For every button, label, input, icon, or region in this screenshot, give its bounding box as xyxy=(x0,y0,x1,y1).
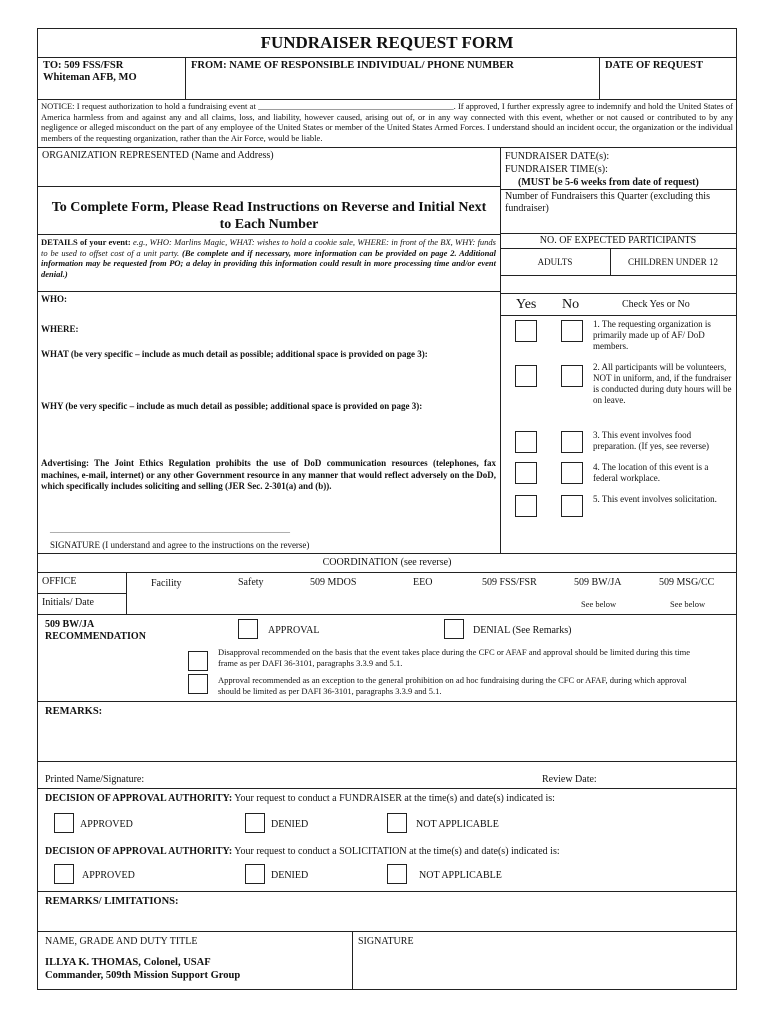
decision-solicitation-lead: DECISION OF APPROVAL AUTHORITY: xyxy=(45,846,233,857)
yes-column-label: Yes xyxy=(516,297,537,312)
approval-authority-name xyxy=(45,956,240,982)
printed-name-signature-label: Printed Name/Signature: xyxy=(45,774,145,785)
initials-date-label: Initials/ Date xyxy=(42,597,94,608)
fundraiser-na-label: NOT APPLICABLE xyxy=(416,819,499,830)
see-below-cc: See below xyxy=(670,599,706,609)
fundraiser-dates xyxy=(505,150,609,176)
fundraiser-na-checkbox[interactable] xyxy=(387,813,407,833)
solicitation-na-checkbox[interactable] xyxy=(387,864,407,884)
authority-title: Commander, 509th Mission Support Group xyxy=(45,970,241,981)
review-date-label: Review Date: xyxy=(542,774,597,785)
fundraiser-date-label: FUNDRAISER DATE(s): xyxy=(505,151,610,162)
checklist-item-2: 2. All participants will be volunteers, NOT in uniform, and, if the fundraiser is conducted during duty hours will be on leave. xyxy=(593,362,732,405)
see-below-ja: See below xyxy=(581,599,617,609)
recommendation-label-line1: 509 BW/JA xyxy=(45,619,95,630)
recommend-denial-checkbox[interactable] xyxy=(444,619,464,639)
checklist-item-5: 5. This event involves solicitation. xyxy=(593,494,717,504)
solicitation-denied-checkbox[interactable] xyxy=(245,864,265,884)
to-field xyxy=(43,60,137,84)
instructions-heading: To Complete Form, Please Read Instructions on Reverse and Initial Next to Each Number xyxy=(51,200,487,232)
organization-label: ORGANIZATION REPRESENTED (Name and Address) xyxy=(42,150,274,161)
signature-line: ____________________________________________________________ xyxy=(50,525,290,534)
what-label: WHAT (be very specific – include as much detail as possible; additional space is provided on page 3): xyxy=(41,349,428,359)
office-509-msg-cc: 509 MSG/CC xyxy=(659,577,715,588)
item5-yes-checkbox[interactable] xyxy=(515,495,537,517)
office-509-fss-fsr: 509 FSS/FSR xyxy=(482,577,537,588)
check-yes-no-label: Check Yes or No xyxy=(622,299,690,310)
item2-no-checkbox[interactable] xyxy=(561,365,583,387)
advertising-notice: Advertising: The Joint Ethics Regulation prohibits the use of DoD communication resources (telephones, fax machines, e-mail, internet) or any other Government resource in any manner that would reflect adversely on the DoD, which specifically includes soliciting and selling (JER Sec. 2-301(a) and (b)). xyxy=(41,458,496,491)
solicitation-approved-checkbox[interactable] xyxy=(54,864,74,884)
office-509-mdos: 509 MDOS xyxy=(310,577,357,588)
quarter-count-label: Number of Fundraisers this Quarter (excluding this fundraiser) xyxy=(505,191,710,214)
office-facility: Facility xyxy=(151,578,182,589)
decision-fundraiser-body: Your request to conduct a FUNDRAISER at the time(s) and date(s) indicated is: xyxy=(232,793,555,804)
must-note: (MUST be 5-6 weeks from date of request) xyxy=(518,177,699,188)
details-note: (Be complete and if necessary, more information can be provided on page 2. Additional information may be requested from PO; a delay in providing this information could result in more processing time and/or event denial.) xyxy=(41,247,496,279)
office-label: OFFICE xyxy=(42,576,77,587)
no-column-label: No xyxy=(562,297,580,312)
office-509-bw-ja: 509 BW/JA xyxy=(574,577,622,588)
item4-yes-checkbox[interactable] xyxy=(515,462,537,484)
solicitation-na-label: NOT APPLICABLE xyxy=(419,870,502,881)
fundraiser-denied-label: DENIED xyxy=(271,819,309,830)
details-lead: DETAILS of your event: xyxy=(41,237,131,247)
details-instructions xyxy=(41,237,496,279)
signature-caption: SIGNATURE (I understand and agree to the instructions on the reverse) xyxy=(50,540,310,550)
item5-no-checkbox[interactable] xyxy=(561,495,583,517)
fundraiser-approved-label: APPROVED xyxy=(80,819,133,830)
item3-yes-checkbox[interactable] xyxy=(515,431,537,453)
solicitation-approved-label: APPROVED xyxy=(82,870,135,881)
item4-no-checkbox[interactable] xyxy=(561,462,583,484)
checklist-item-4: 4. The location of this event is a federal workplace. xyxy=(593,462,709,483)
date-of-request-label: DATE OF REQUEST xyxy=(605,60,704,71)
where-label: WHERE: xyxy=(41,324,79,334)
from-label: FROM: NAME OF RESPONSIBLE INDIVIDUAL/ PHONE NUMBER xyxy=(191,60,514,71)
office-safety: Safety xyxy=(238,577,264,588)
name-grade-title-label: NAME, GRADE AND DUTY TITLE xyxy=(45,936,198,947)
item1-no-checkbox[interactable] xyxy=(561,320,583,342)
solicitation-denied-label: DENIED xyxy=(271,870,309,881)
adults-label: ADULTS xyxy=(537,257,573,267)
decision-fundraiser-lead: DECISION OF APPROVAL AUTHORITY: xyxy=(45,793,233,804)
fundraiser-request-form xyxy=(37,28,737,990)
children-label: CHILDREN UNDER 12 xyxy=(628,257,718,267)
form-title: FUNDRAISER REQUEST FORM xyxy=(260,33,514,52)
recommend-denial-label: DENIAL (See Remarks) xyxy=(473,625,572,636)
details-example: e.g., WHO: Marlins Magic, WHAT: wishes to hold a cookie sale, WHERE: in front of the BX, WHY: funds to be used to offset cost of a unit party. xyxy=(41,237,496,258)
exception-approval-text: Approval recommended as an exception to the general prohibition on ad hoc fundraising during the CFC or AFAF, during which approval should be limited as per DAFI 36-3101, paragraphs 3.3.9 and 5.1. xyxy=(218,675,687,696)
office-eeo: EEO xyxy=(413,577,433,588)
fundraiser-approved-checkbox[interactable] xyxy=(54,813,74,833)
why-label: WHY (be very specific – include as much detail as possible; additional space is provided on page 3): xyxy=(41,401,423,411)
authority-name: ILLYA K. THOMAS, Colonel, USAF xyxy=(45,957,211,968)
decision-solicitation-body: Your request to conduct a SOLICITATION at the time(s) and date(s) indicated is: xyxy=(232,846,560,857)
exception-approval-checkbox[interactable] xyxy=(188,674,208,694)
recommendation-label xyxy=(45,619,146,643)
decision-solicitation-text xyxy=(45,846,560,857)
who-label: WHO: xyxy=(41,294,67,304)
coordination-heading: COORDINATION (see reverse) xyxy=(322,557,452,568)
decision-fundraiser-text xyxy=(45,793,555,804)
to-line1: TO: 509 FSS/FSR xyxy=(43,60,124,71)
item2-yes-checkbox[interactable] xyxy=(515,365,537,387)
recommendation-label-line2: RECOMMENDATION xyxy=(45,631,146,642)
notice-text: NOTICE: I request authorization to hold a fundraising event at ______________________________________________. If approved, I further expressly agree to indemnify and hold the United States of America harmless from and against any and all claims, loss, and liability, however caused, arising out of, or in any way connected with this event, whether or not caused or contributed to by any negligence or alleged misconduct on the part of any employee of the United States or member of the United States Armed Forces. I understand should an incident occur, the organization or the individual members of the requesting organization, rather than the Air Force, would be liable. xyxy=(41,101,733,143)
recommend-approval-checkbox[interactable] xyxy=(238,619,258,639)
fundraiser-denied-checkbox[interactable] xyxy=(245,813,265,833)
remarks-label: REMARKS: xyxy=(45,706,103,717)
to-line2: Whiteman AFB, MO xyxy=(43,72,137,83)
authority-signature-label: SIGNATURE xyxy=(358,936,414,947)
disapproval-text: Disapproval recommended on the basis that the event takes place during the CFC or AFAF and approval should be limited during this time frame as per DAFI 36-3101, paragraphs 3.3.9 and 5.1. xyxy=(218,647,690,668)
disapproval-checkbox[interactable] xyxy=(188,651,208,671)
checklist-item-3: 3. This event involves food preparation. (If yes, see reverse) xyxy=(593,430,709,451)
recommend-approval-label: APPROVAL xyxy=(268,625,320,636)
item1-yes-checkbox[interactable] xyxy=(515,320,537,342)
remarks-limitations-label: REMARKS/ LIMITATIONS: xyxy=(45,896,179,907)
fundraiser-time-label: FUNDRAISER TIME(s): xyxy=(505,164,608,175)
checklist-item-1: 1. The requesting organization is primarily made up of AF/ DoD members. xyxy=(593,319,711,351)
item3-no-checkbox[interactable] xyxy=(561,431,583,453)
participants-heading: NO. OF EXPECTED PARTICIPANTS xyxy=(539,235,697,246)
